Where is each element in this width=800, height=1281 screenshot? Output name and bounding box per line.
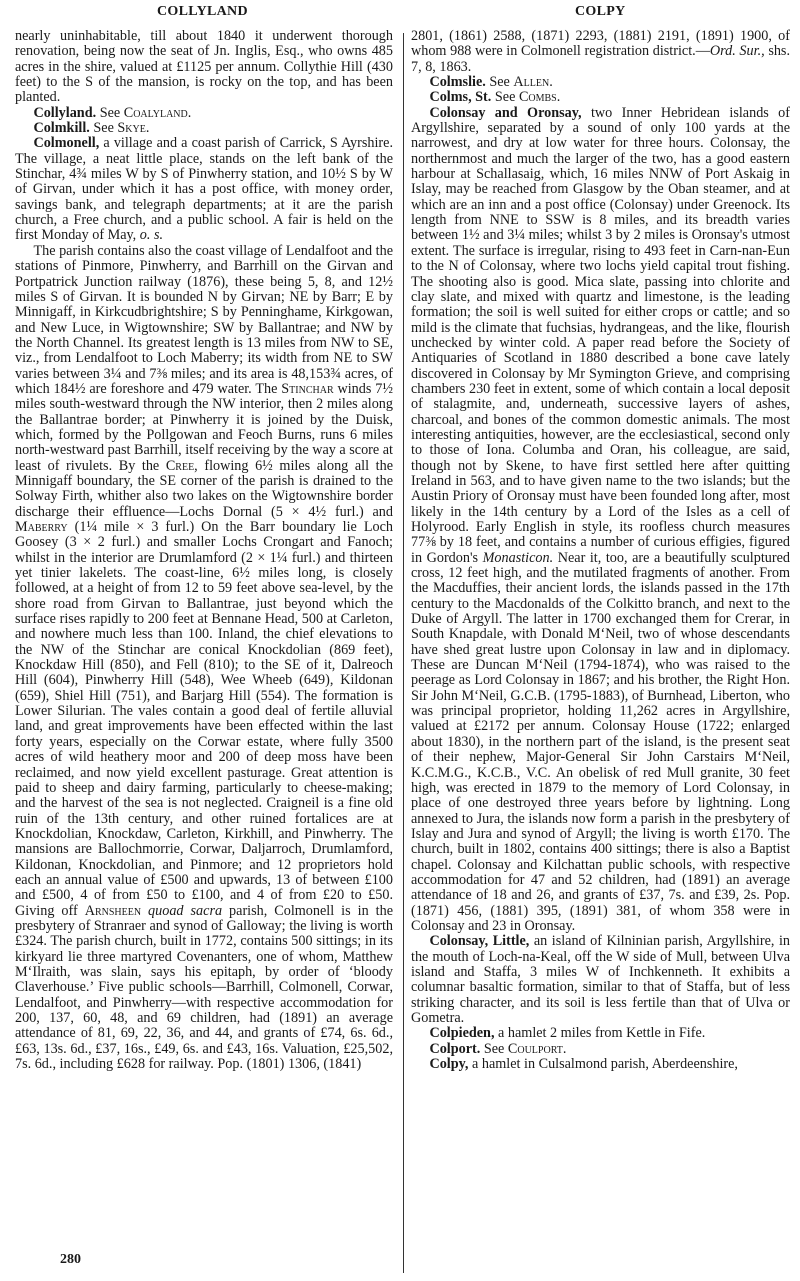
cross-reference: Maberry bbox=[15, 519, 68, 535]
left-column bbox=[15, 29, 393, 1072]
entry-text: winds 7½ miles south-westward through the NW interior, then 2 miles along the Ballantrae border; at Pinwherry it is joined by the Duisk, which, formed by the Pollgowan and Feoch Burns, runs 6 miles north-westward past Barrhill, itself receiving by the way a score at least of rivulets. By the bbox=[15, 380, 393, 474]
gazetteer-entry bbox=[411, 106, 790, 935]
italic-text: Ord. Sur., bbox=[709, 43, 765, 60]
entry-text: a hamlet in Culsalmond parish, Aberdeenshire, bbox=[468, 1056, 738, 1073]
entry-headword: Colport. bbox=[429, 1040, 481, 1057]
running-head-left: COLLYLAND bbox=[157, 4, 248, 19]
entry-text: parish, Colmonell is in the presbytery of Stranraer and synod of Galloway; the living is worth £324. The parish church, built in 1772, contains 500 sittings; in its kirkyard lie three martyred Covenanters, one of whom, Matthew M‘Ilraith, was slain, says his epitaph, by order of ‘bloody Claverhouse.’ Five public schools—Barrhill, Colmonell, Corwar, Lendalfoot, and Pinwherry—with respective accommodation for 200, 137, 60, 48, and 69 children, had (1891) an average attendance of 81, 69, 22, 36, and 44, and grants of £74, 6s. 6d., £63, 13s. 6d., £37, 16s., £49, 6s. and £43, 16s. Valuation, £25,502, 7s. 6d., including £628 for railway. Pop. (1801) 1306, (1841) bbox=[15, 902, 394, 1073]
cross-reference: Arnsheen bbox=[84, 902, 142, 919]
entry-headword: Colmonell, bbox=[33, 135, 100, 152]
entry-headword: Collyland. bbox=[33, 104, 97, 121]
entry-headword: Colpieden, bbox=[429, 1025, 495, 1042]
gazetteer-entry bbox=[411, 1026, 790, 1041]
entry-text: an island of Kilninian parish, Argyllshire, in the mouth of Loch-na-Keal, off the W side of Mull, between Ulva island and Staffa, 3 miles W of Inchkenneth. It exhibits a columnar basaltic formation, similar to that of Staffa, but of less striking character, and its soil is less fertile than that of Ulva or Gometra. bbox=[411, 933, 790, 1026]
gazetteer-entry bbox=[411, 90, 790, 105]
entry-text: See bbox=[485, 74, 514, 91]
italic-text: quoad sacra bbox=[141, 902, 223, 919]
italic-text: Monasticon. bbox=[482, 549, 554, 566]
gazetteer-entry bbox=[411, 75, 790, 90]
entry-text: nearly uninhabitable, till about 1840 it underwent thorough renovation, being now the seat of Jn. Inglis, Esq., who owns 485 acres in the shire, valued at £1125 per annum. Collythie Hill (430 feet) to the S of the mansion, is rocky on the top, and has been planted. bbox=[15, 28, 393, 106]
gazetteer-entry bbox=[411, 1057, 790, 1072]
cross-reference: Coalyland. bbox=[123, 104, 192, 121]
entry-text: See bbox=[491, 89, 519, 106]
entry-headword: Colonsay, Little, bbox=[429, 933, 530, 950]
cross-reference: Combs. bbox=[518, 89, 561, 106]
gazetteer-entry bbox=[15, 121, 393, 136]
entry-text: See bbox=[96, 104, 124, 121]
right-column bbox=[411, 29, 790, 1072]
gazetteer-entry bbox=[15, 136, 393, 243]
entry-headword: Colms, St. bbox=[429, 89, 492, 106]
entry-text: Near it, too, are a beautifully sculptured cross, 12 feet high, and the mutilated fragments of another. From the Macduffies, their ancient lords, the islands passed in the 17th century to the Macdonalds of the Colkitto branch, and next to the Duke of Argyll. The latter in 1700 exchanged them for Crerar, in South Knapdale, with Donald M‘Neil, two of whose descendants have shed great lustre upon Colonsay in law and in diplomacy. These are Duncan M‘Neil (1794-1874), who was raised to the peerage as Lord Colonsay in 1867; and his brother, the Right Hon. Sir John M‘Neil, G.C.B. (1795-1883), of Burnhead, Liberton, who was principal proprietor, holding 11,262 acres in Argyllshire, valued at £2172 per annum. Colonsay House (1722; enlarged about 1830), in the northern part of the island, is the present seat of their nephew, Major-General Sir John Carstairs M‘Neil, K.C.M.G., K.C.B., V.C. An obelisk of red Mull granite, 30 feet high, was erected in 1879 to the memory of Lord Colonsay, in place of one destroyed three years before by lightning. Long annexed to Jura, the islands now form a parish in the presbytery of Islay and Jura and synod of Argyll; the living is worth £170. The church, built in 1802, contains 400 sittings; there is also a Baptist chapel. Colonsay and Kilchattan public schools, with respective accommodation for 47 and 52 children, had (1891) an average attendance of 18 and 26, and grants of £37, 7s. and £39, 2s. Pop. (1871) 456, (1881) 395, (1891) 381, of whom 358 were in Colonsay and 23 in Oronsay. bbox=[411, 549, 790, 934]
gazetteer-entry bbox=[15, 106, 393, 121]
entry-text: The parish contains also the coast village of Lendalfoot and the stations of Pinmore, Pinwherry, and Barrhill on the Girvan and Portpatrick Junction railway (1876), these being 5, 8, and 12½ miles S of Girvan. It is bounded N by Girvan; NE by Barr; E by Minnigaff, in Kirkcudbrightshire; S by Penninghame, Kirkgowan, and New Luce, in Wigtownshire; SW by Ballantrae; and NW by the North Channel. Its greatest length is 13 miles from NW to SE, viz., from Lendalfoot to Loch Maberry; its width from NE to SW varies between 3¼ and 7⅜ miles; and its area is 48,153¾ acres, of which 184½ are foreshore and 479 water. The bbox=[15, 242, 393, 397]
entry-text: 2801, (1861) 2588, (1871) 2293, (1881) 2191, (1891) 1900, of whom 988 were in Colmonell registration district.— bbox=[411, 28, 790, 60]
gazetteer-entry bbox=[411, 29, 790, 75]
cross-reference: Stinchar bbox=[281, 380, 334, 397]
entry-headword: Colmslie. bbox=[429, 74, 486, 91]
running-head-right: COLPY bbox=[575, 4, 626, 19]
entry-text: flowing 6½ miles along all the Minnigaff boundary, the SE corner of the parish is drained to the Solway Firth, whither also two lakes on the Wigtownshire border discharge their effluence—Lochs Dornal (5 × 4½ furl.) and bbox=[15, 457, 393, 520]
column-divider bbox=[403, 33, 404, 1273]
gazetteer-entry bbox=[411, 934, 790, 1026]
page-number: 280 bbox=[60, 1252, 81, 1267]
cross-reference: Cree, bbox=[165, 457, 198, 474]
entry-headword: Colmkill. bbox=[33, 120, 90, 137]
italic-text: o. s. bbox=[139, 227, 164, 244]
cross-reference: Allen. bbox=[513, 74, 553, 91]
gazetteer-entry bbox=[15, 29, 393, 106]
entry-text: a hamlet 2 miles from Kettle in Fife. bbox=[494, 1025, 706, 1042]
entry-text: See bbox=[89, 120, 118, 137]
gazetteer-entry bbox=[411, 1042, 790, 1057]
cross-reference: Skye. bbox=[117, 120, 150, 137]
entry-headword: Colonsay and Oronsay, bbox=[429, 104, 582, 121]
cross-reference: Coulport. bbox=[507, 1040, 567, 1057]
entry-text: shs. 7, 8, 1863. bbox=[411, 43, 791, 75]
entry-text: two Inner Hebridean islands of Argyllshire, separated by a sound of only 100 yards at the narrowest, and dry at low water for three hours. Colonsay, the northernmost and much the larger of the two, has a good eastern harbour at Schallasaig, which, 16 miles NNW of Port Askaig in Islay, may be reached from Glasgow by the Oban steamer, and at which are an inn and a post office (Colonsay) under Greenock. Its length from NNE to SSW is 8 miles, and its breadth varies between 1½ and 3¼ miles; whilst 3 by 2 miles is Oronsay's utmost extent. The surface is irregular, rising to 493 feet in Carn-nan-Eun to the N of Colonsay, where two lochs yield capital trout fishing. The shooting also is good. Mica slate, passing into chlorite and clay slate, and mixed with quartz and limestone, is the leading formation; the soil is well suited for either crops or cattle; and so mild is the climate that fuchsias, hydrangeas, and the like, flourish unchecked by winter cold. A paper read before the Society of Antiquaries of Scotland in 1880 described a bone cave lately discovered in Colonsay by Mr Symington Grieve, and comprising chambers 230 feet in extent, some of which contain a local deposit of stalagmite, and, underneath, successive layers of ashes, charcoal, and bones of the common domestic animals. The most interesting antiquities, however, are the ecclesiastical, second only to those of Iona. Columba and Oran, his colleague, are said, though not by Skene, to have first settled here after quitting Ireland in 563, and to have given name to the two islands; but the Austin Priory of Oronsay must have been founded long after, most likely in the 14th century by a Lord of the Isles as a cell of Holyrood. Early English in style, its roofless church measures 77⅜ by 18 feet, and contains a number of curious effigies, figured in Gordon's bbox=[411, 104, 790, 566]
entry-text: (1¼ mile × 3 furl.) On the Barr boundary lie Loch Goosey (3 × 2 furl.) and smaller Lochs Crongart and Fanoch; whilst in the interior are Drumlamford (2 × 1¼ furl.) and thirteen yet tinier lakelets. The coast-line, 6½ miles long, is closely followed, at a height of from 12 to 59 feet above sea-level, by the shore road from Girvan to Ballantrae, just beyond which the surface rises rapidly to 200 feet at Bennane Head, 500 at Carleton, and nowhere much less than 100. Inland, the chief elevations to the NW of the Stinchar are conical Knockdolian (869 feet), Knockdaw Hill (850), and Fell (810); to the SE of it, Dalreoch Hill (604), Pinwherry Hill (548), Wee Wheeb (649), Kildonan (659), Shiel Hill (751), and Barjarg Hill (554). The formation is Lower Silurian. The vales contain a good deal of fertile alluvial land, and great improvements have been effected within the last forty years, especially on the Corwar estate, where fully 3500 acres of wild heathery moor and 200 of deep moss have been reclaimed, and now yield excellent pasturage. Great attention is paid to sheep and dairy farming, particularly to cheese-making; and the harvest of the sea is not neglected. Craigneil is a fine old ruin of the 13th century, and other ruined fortalices are at Knockdolian, Knockdaw, Carleton, Kirkhill, and Pinwherry. The mansions are Ballochmorrie, Corwar, Daljarroch, Drumlamford, Kildonan, Knockdolian, and Pinmore; and 12 proprietors hold each an annual value of £500 and upwards, 13 of between £100 and £500, 4 of from £50 to £100, and 4 of from £20 to £50. Giving off bbox=[15, 519, 393, 919]
entry-headword: Colpy, bbox=[429, 1056, 469, 1073]
entry-text: a village and a coast parish of Carrick, S Ayrshire. The village, a neat little place, stands on the left bank of the Stinchar, 4¾ miles W by S of Pinwherry station, and 10½ S by W of Girvan, under which it has a post office, with money order, savings bank, and telegraph departments; at it are the parish church, a Free church, and a public school. A fair is held on the first Monday of May, bbox=[15, 135, 393, 244]
gazetteer-entry bbox=[15, 244, 393, 1073]
entry-text: See bbox=[480, 1040, 508, 1057]
